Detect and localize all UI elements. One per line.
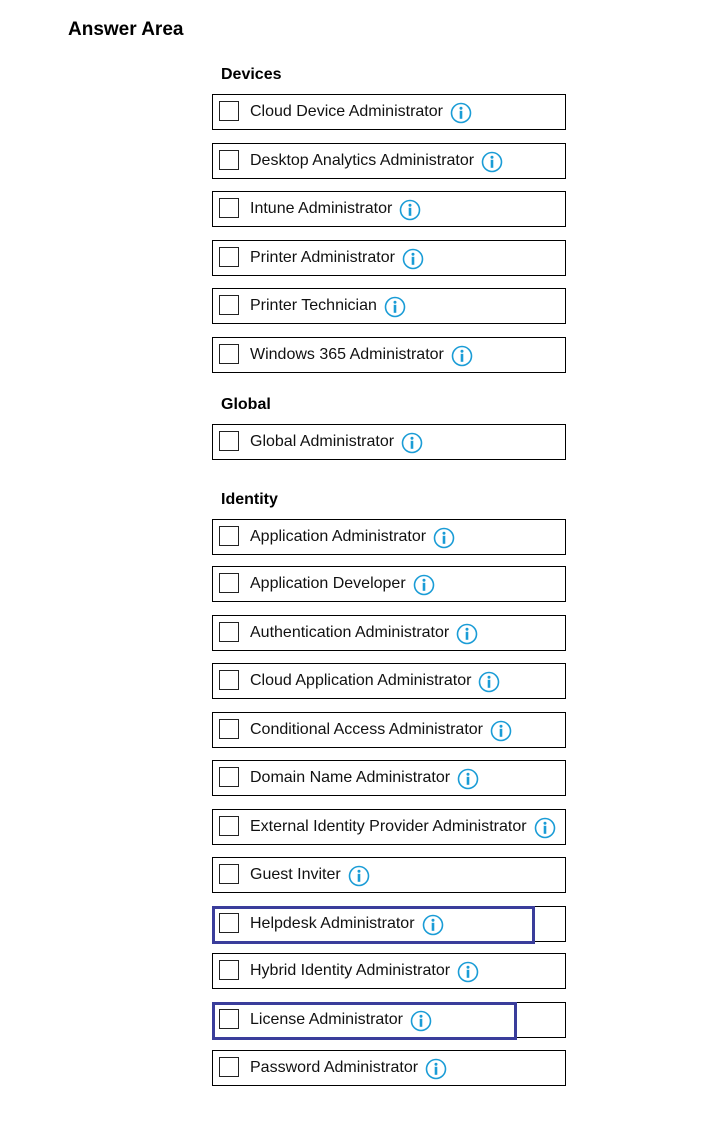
role-item-helpdesk-administrator[interactable] [212, 906, 566, 942]
checkbox[interactable] [219, 670, 239, 690]
info-icon[interactable] [457, 961, 479, 983]
checkbox[interactable] [219, 431, 239, 451]
role-label: Printer Technician [250, 297, 377, 314]
role-label: External Identity Provider Administrator [250, 818, 527, 835]
role-item-external-identity-provider-administrator[interactable] [212, 809, 566, 845]
checkbox[interactable] [219, 864, 239, 884]
checkbox[interactable] [219, 1057, 239, 1077]
role-label: Hybrid Identity Administrator [250, 962, 451, 979]
role-item-desktop-analytics-administrator[interactable] [212, 143, 566, 179]
role-label: Cloud Device Administrator [250, 103, 443, 120]
info-icon[interactable] [425, 1058, 447, 1080]
role-item-cloud-application-administrator[interactable] [212, 663, 566, 699]
info-icon[interactable] [413, 574, 435, 596]
group-label-global: Global [221, 396, 271, 413]
role-label: Password Administrator [250, 1059, 419, 1076]
info-icon[interactable] [490, 720, 512, 742]
group-label-devices: Devices [221, 66, 282, 83]
checkbox[interactable] [219, 816, 239, 836]
checkbox[interactable] [219, 295, 239, 315]
role-label: Guest Inviter [250, 866, 341, 883]
answer-area-title: Answer Area [68, 19, 184, 40]
checkbox[interactable] [219, 960, 239, 980]
info-icon[interactable] [481, 151, 503, 173]
role-item-application-developer[interactable] [212, 566, 566, 602]
role-label: Global Administrator [250, 433, 395, 450]
role-item-application-administrator[interactable] [212, 519, 566, 555]
role-item-global-administrator[interactable] [212, 424, 566, 460]
checkbox[interactable] [219, 622, 239, 642]
info-icon[interactable] [456, 623, 478, 645]
info-icon[interactable] [450, 102, 472, 124]
role-item-cloud-device-administrator[interactable] [212, 94, 566, 130]
role-item-printer-administrator[interactable] [212, 240, 566, 276]
role-label: Authentication Administrator [250, 624, 450, 641]
role-label: Helpdesk Administrator [250, 915, 415, 932]
info-icon[interactable] [348, 865, 370, 887]
checkbox[interactable] [219, 247, 239, 267]
checkbox[interactable] [219, 719, 239, 739]
group-label-identity: Identity [221, 491, 278, 508]
role-item-authentication-administrator[interactable] [212, 615, 566, 651]
info-icon[interactable] [534, 817, 556, 839]
role-label: Intune Administrator [250, 200, 393, 217]
info-icon[interactable] [433, 527, 455, 549]
checkbox[interactable] [219, 767, 239, 787]
role-label: Conditional Access Administrator [250, 721, 483, 738]
info-icon[interactable] [422, 914, 444, 936]
role-label: Application Administrator [250, 528, 427, 545]
role-item-windows-365-administrator[interactable] [212, 337, 566, 373]
checkbox[interactable] [219, 573, 239, 593]
role-item-printer-technician[interactable] [212, 288, 566, 324]
role-item-intune-administrator[interactable] [212, 191, 566, 227]
role-item-license-administrator[interactable] [212, 1002, 566, 1038]
info-icon[interactable] [457, 768, 479, 790]
role-label: Domain Name Administrator [250, 769, 451, 786]
info-icon[interactable] [399, 199, 421, 221]
role-item-guest-inviter[interactable] [212, 857, 566, 893]
checkbox[interactable] [219, 344, 239, 364]
role-label: Cloud Application Administrator [250, 672, 472, 689]
role-item-conditional-access-administrator[interactable] [212, 712, 566, 748]
role-item-password-administrator[interactable] [212, 1050, 566, 1086]
checkbox[interactable] [219, 150, 239, 170]
info-icon[interactable] [401, 432, 423, 454]
info-icon[interactable] [402, 248, 424, 270]
checkbox[interactable] [219, 1009, 239, 1029]
info-icon[interactable] [410, 1010, 432, 1032]
role-label: Printer Administrator [250, 249, 395, 266]
info-icon[interactable] [384, 296, 406, 318]
checkbox[interactable] [219, 101, 239, 121]
role-label: Application Developer [250, 575, 406, 592]
role-item-hybrid-identity-administrator[interactable] [212, 953, 566, 989]
checkbox[interactable] [219, 526, 239, 546]
info-icon[interactable] [478, 671, 500, 693]
checkbox[interactable] [219, 913, 239, 933]
checkbox[interactable] [219, 198, 239, 218]
role-label: License Administrator [250, 1011, 403, 1028]
role-item-domain-name-administrator[interactable] [212, 760, 566, 796]
role-label: Desktop Analytics Administrator [250, 152, 475, 169]
info-icon[interactable] [451, 345, 473, 367]
role-label: Windows 365 Administrator [250, 346, 444, 363]
